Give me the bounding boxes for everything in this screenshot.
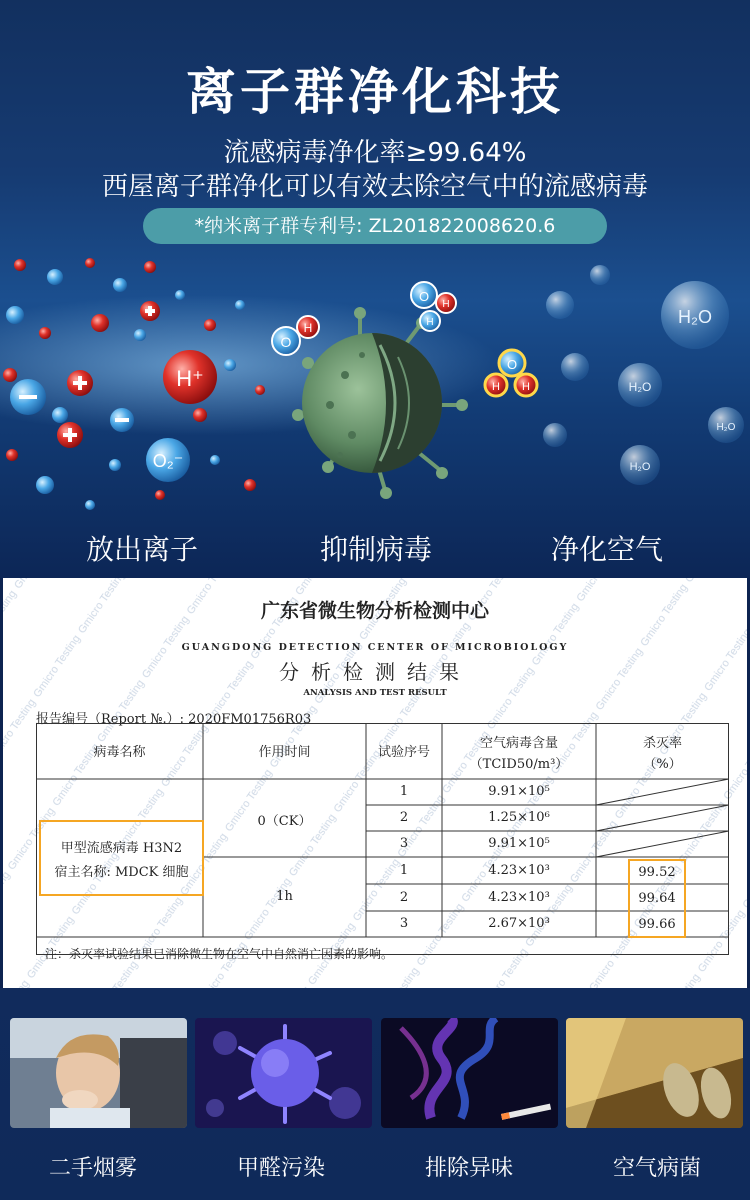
- image-odor: [381, 1018, 558, 1128]
- o2-minus-ion-label: O₂⁻: [152, 451, 184, 471]
- table-row-content: 4.23×10³: [488, 863, 550, 878]
- report-note: 注：杀灭率试验结果已消除微生物在空气中自然消亡因素的影响。: [45, 947, 394, 961]
- table-row-seq: 1: [399, 784, 409, 799]
- table-row-content: 4.23×10³: [488, 890, 550, 905]
- header-time: 作用时间: [258, 745, 311, 760]
- label-inhibit-virus: 抑制病毒: [319, 533, 432, 566]
- svg-text:H: H: [426, 317, 434, 328]
- svg-text:O: O: [280, 334, 292, 350]
- svg-text:H₂O: H₂O: [628, 380, 652, 394]
- virus-name: 甲型流感病毒 H3N2: [60, 841, 183, 856]
- svg-text:H: H: [492, 381, 500, 393]
- label-purify-air: 净化空气: [550, 533, 663, 566]
- report-result-title: 分析检测结果: [279, 660, 471, 684]
- header-kill-unit: （%）: [643, 757, 682, 772]
- virus-name-highlight: [40, 821, 203, 895]
- table-row-seq: 2: [399, 810, 409, 825]
- water-bubbles: [543, 265, 744, 485]
- label-formaldehyde: 甲醛污染: [236, 1156, 325, 1181]
- svg-text:H: H: [442, 299, 450, 310]
- report-result-title-en: ANALYSIS AND TEST RESULT: [303, 688, 447, 698]
- header-content: 空气病毒含量: [479, 736, 558, 751]
- label-secondhand-smoke: 二手烟雾: [48, 1156, 137, 1181]
- svg-text:H₂O: H₂O: [629, 461, 651, 473]
- header-kill-rate: 杀灭率: [642, 736, 682, 751]
- label-airborne-germs: 空气病菌: [612, 1156, 701, 1181]
- table-row-content: 9.91×10⁵: [488, 836, 550, 851]
- hero-subtitle-rate: 流感病毒净化率≥99.64%: [223, 138, 527, 168]
- header-content-unit: （TCID50/m³）: [469, 757, 569, 772]
- time-control: 0（CK）: [257, 814, 312, 829]
- test-report: [3, 578, 747, 988]
- pollutant-panel: [0, 988, 750, 1200]
- h-plus-ion-label: H⁺: [176, 366, 204, 391]
- h2o-bubble-label: H₂O: [678, 307, 712, 327]
- report-center-name: 广东省微生物分析检测中心: [260, 600, 489, 622]
- svg-text:H₂O: H₂O: [716, 422, 736, 433]
- label-remove-odor: 排除异味: [424, 1156, 513, 1181]
- report-center-name-en: GUANGDONG DETECTION CENTER OF MICROBIOLOGY: [181, 642, 569, 653]
- table-row-content: 2.67×10³: [488, 916, 550, 931]
- header-virus-name: 病毒名称: [93, 745, 146, 760]
- table-row-seq: 3: [399, 916, 409, 931]
- label-release-ions: 放出离子: [85, 533, 198, 566]
- host-name: 宿主名称: MDCK 细胞: [54, 865, 189, 880]
- kill-rate-value: 99.52: [638, 865, 676, 880]
- hero-title: 离子群净化科技: [186, 63, 564, 121]
- ion-virus-illustration: [0, 255, 750, 515]
- hero-subtitle-desc: 西屋离子群净化可以有效去除空气中的流感病毒: [101, 172, 648, 202]
- time-1h: 1h: [276, 889, 293, 904]
- result-table: [36, 723, 729, 963]
- table-row-seq: 2: [399, 890, 409, 905]
- report-number: 报告编号（Report №.）: 2020FM01756R03: [36, 712, 312, 727]
- image-airborne-germs: [566, 1018, 743, 1128]
- image-secondhand-smoke: [10, 1018, 187, 1128]
- table-row-content: 1.25×10⁶: [488, 810, 550, 825]
- table-row-seq: 3: [399, 836, 409, 851]
- svg-text:O: O: [418, 289, 430, 304]
- svg-text:O: O: [506, 357, 518, 372]
- patent-badge: *纳米离子群专利号: ZL201822008620.6: [143, 208, 607, 244]
- header-seq: 试验序号: [377, 745, 430, 760]
- kill-rate-value: 99.66: [638, 917, 676, 932]
- table-row-seq: 1: [399, 863, 409, 878]
- hero-banner: [0, 0, 750, 578]
- table-row-content: 9.91×10⁵: [488, 784, 550, 799]
- kill-rate-value: 99.64: [638, 891, 676, 906]
- svg-text:H: H: [522, 381, 530, 393]
- image-formaldehyde: [195, 1018, 372, 1128]
- svg-text:H: H: [303, 321, 313, 335]
